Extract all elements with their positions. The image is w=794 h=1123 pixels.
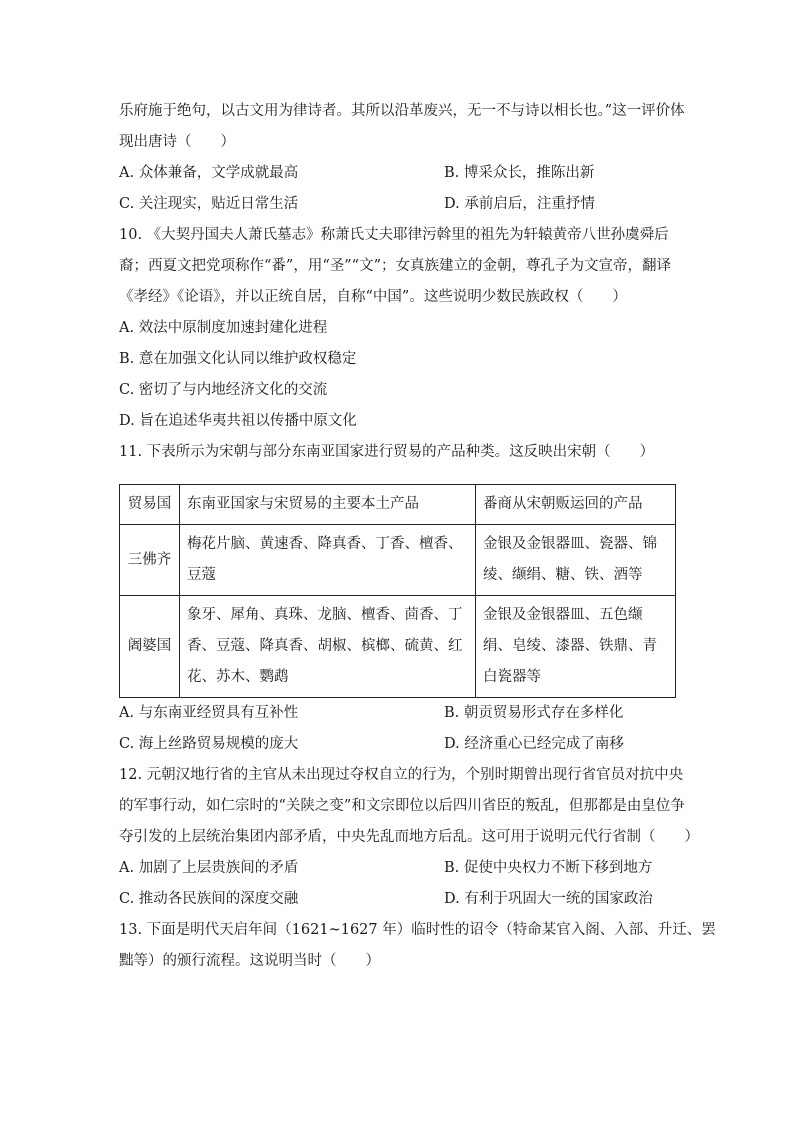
table-cell-country: 三佛齐 <box>120 525 180 596</box>
table-cell-song-products: 金银及金银器皿、瓷器、锦绫、缬绢、糖、铁、酒等 <box>476 525 676 596</box>
option-d: D. 承前启后，注重抒情 <box>444 196 595 212</box>
option-row <box>119 189 679 220</box>
question-13 <box>119 915 716 977</box>
table-header-row <box>120 485 676 525</box>
option-a: A. 加剧了上层贵族间的矛盾 <box>119 860 299 876</box>
question-text-line: 裔；西夏文把党项称作“番”，用“圣”“文”；女真族建立的金朝，尊孔子为文宣帝，翻译 <box>119 258 671 274</box>
table-header-cell: 东南亚国家与宋贸易的主要本土产品 <box>180 485 476 525</box>
question-text-line: 的军事行动，如仁宗时的“关陕之变”和文宗即位以后四川省臣的叛乱，但那都是由皇位争 <box>119 798 685 814</box>
option-b: B. 朝贡贸易形式存在多样化 <box>444 705 624 721</box>
option-b: B. 博采众长，推陈出新 <box>444 165 595 181</box>
question-text-line: 现出唐诗（ ） <box>119 134 235 150</box>
option-row <box>119 884 679 915</box>
option-d: D. 经济重心已经完成了南移 <box>444 736 624 752</box>
question-text-line: 12. 元朝汉地行省的主官从未出现过夺权自立的行为，个别时期曾出现行省官员对抗中央 <box>119 767 684 783</box>
table-header-cell: 番商从宋朝贩运回的产品 <box>476 485 676 525</box>
question-text-line: 10. 《大契丹国夫人萧氏墓志》称萧氏丈夫耶律污斡里的祖先为轩辕黄帝八世孙虞舜后 <box>119 227 669 243</box>
option-b: B. 促使中央权力不断下移到地方 <box>444 860 653 876</box>
table-header-cell: 贸易国 <box>120 485 180 525</box>
option-c: C. 海上丝路贸易规模的庞大 <box>119 736 299 752</box>
option-c: C. 关注现实，贴近日常生活 <box>119 196 299 212</box>
question-text-line: 夺引发的上层统治集团内部矛盾，中央先乱而地方后乱。这可用于说明元代行省制（ ） <box>119 829 699 845</box>
table-cell-local-products: 象牙、犀角、真珠、龙脑、檀香、茴香、丁香、豆蔻、降真香、胡椒、槟榔、硫黄、红花、苏木、鹦鹉 <box>180 596 476 698</box>
table-row <box>120 525 676 596</box>
question-12 <box>119 760 699 915</box>
option-d: D. 旨在追述华夷共祖以传播中原文化 <box>119 413 357 429</box>
question-10 <box>119 220 679 437</box>
table-cell-song-products: 金银及金银器皿、五色缬绢、皂绫、漆器、铁鼎、青白瓷器等 <box>476 596 676 698</box>
question-text-line: 13. 下面是明代天启年间（1621~1627 年）临时性的诏令（特命某官入阁、入部、升迁、罢 <box>119 922 716 938</box>
question-9-tail <box>119 96 685 220</box>
option-a: A. 效法中原制度加速封建化进程 <box>119 320 328 336</box>
table-row <box>120 596 676 698</box>
question-stem: 11. 下表所示为宋朝与部分东南亚国家进行贸易的产品种类。这反映出宋朝（ ） <box>119 444 655 460</box>
option-c: C. 密切了与内地经济文化的交流 <box>119 382 328 398</box>
question-11 <box>119 437 679 760</box>
table-cell-country: 阇婆国 <box>120 596 180 698</box>
option-c: C. 推动各民族间的深度交融 <box>119 891 299 907</box>
option-a: A. 众体兼备，文学成就最高 <box>119 165 299 181</box>
option-a: A. 与东南亚经贸具有互补性 <box>119 705 299 721</box>
option-row <box>119 698 679 729</box>
table-cell-local-products: 梅花片脑、黄速香、降真香、丁香、檀香、豆蔻 <box>180 525 476 596</box>
option-row <box>119 853 679 884</box>
option-row <box>119 158 679 189</box>
question-text-line: 黜等）的颁行流程。这说明当时（ ） <box>119 953 380 969</box>
trade-table <box>119 484 676 698</box>
option-d: D. 有利于巩固大一统的国家政治 <box>444 891 653 907</box>
option-row <box>119 729 679 760</box>
question-text-line: 《孝经》《论语》，并以正统自居，自称“中国”。这些说明少数民族政权（ ） <box>119 289 627 305</box>
question-text-line: 乐府施于绝句，以古文用为律诗者。其所以沿革废兴，无一不与诗以相长也。”这一评价体 <box>119 103 685 119</box>
exam-page <box>119 96 716 977</box>
option-b: B. 意在加强文化认同以维护政权稳定 <box>119 351 357 367</box>
